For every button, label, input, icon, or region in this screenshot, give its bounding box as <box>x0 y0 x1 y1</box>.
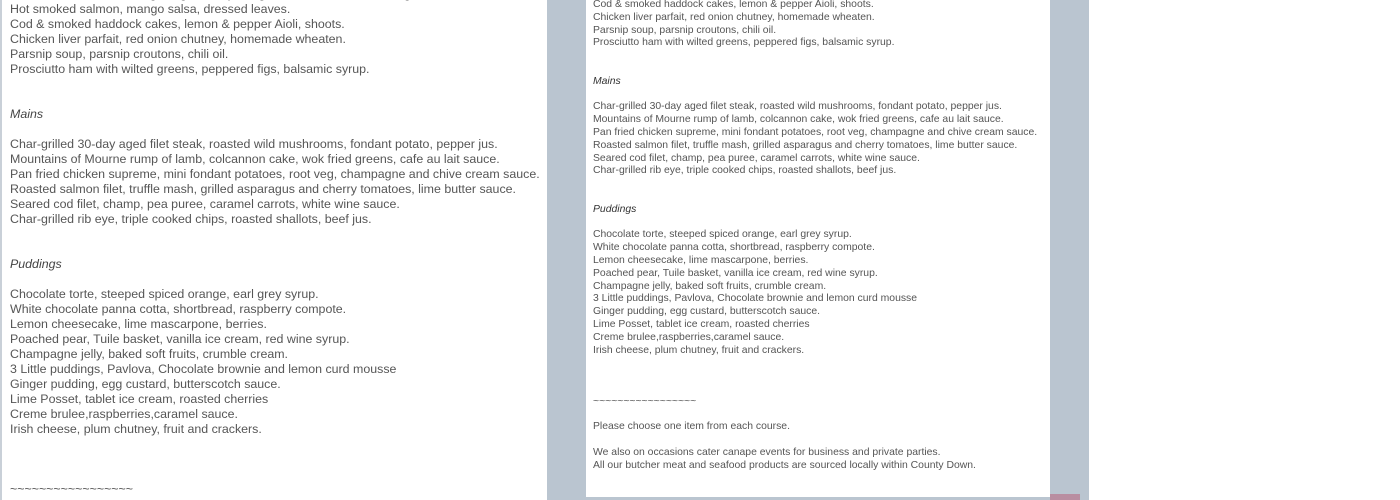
pudding-item: Poached pear, Tuile basket, vanilla ice cream, red wine syrup. <box>10 332 350 346</box>
pudding-item: Ginger pudding, egg custard, butterscotch sauce. <box>593 306 821 318</box>
spacer <box>593 217 1037 230</box>
pudding-item: 3 Little puddings, Pavlova, Chocolate brownie and lemon curd mousse <box>593 293 918 305</box>
mains-item: Char-grilled rib eye, triple cooked chips, roasted shallots, beef jus. <box>10 212 372 226</box>
starter-item: Cod & smoked haddock cakes, lemon & pepper Aioli, shoots. <box>10 17 345 31</box>
spacer <box>593 63 1037 76</box>
menu-preview-page <box>586 0 1050 497</box>
pudding-item: Lemon cheesecake, lime mascarpone, berries. <box>593 254 809 266</box>
mains-heading: Mains <box>593 75 621 87</box>
spacer <box>10 467 540 482</box>
spacer <box>10 122 540 137</box>
mains-item: Mountains of Mourne rump of lamb, colcannon cake, wok fried greens, cafe au lait sauce. <box>10 152 500 166</box>
pudding-item: Champagne jelly, baked soft fruits, crumble cream. <box>10 347 288 361</box>
menu-editor-panel[interactable] <box>0 0 545 500</box>
spacer <box>10 77 540 92</box>
accent-tab[interactable] <box>1050 494 1080 500</box>
starter-item: Chicken liver parfait, red onion chutney, homemade wheaten. <box>593 11 875 23</box>
menu-editor-text[interactable] <box>10 0 540 497</box>
spacer <box>10 92 540 107</box>
tilde-divider: ~~~~~~~~~~~~~~~~~ <box>593 395 697 407</box>
pudding-item: Irish cheese, plum chutney, fruit and crackers. <box>593 344 805 356</box>
starter-item: Parsnip soup, parsnip croutons, chili oil. <box>10 47 229 61</box>
menu-preview-panel <box>547 0 1089 500</box>
mains-item: Pan fried chicken supreme, mini fondant potatoes, root veg, champagne and chive cream sauce. <box>10 167 540 181</box>
pudding-item: Creme brulee,raspberries,caramel sauce. <box>593 331 785 343</box>
pudding-item: Lime Posset, tablet ice cream, roasted cherries <box>10 392 269 406</box>
pudding-item: White chocolate panna cotta, shortbread, raspberry compote. <box>10 302 347 316</box>
mains-item: Roasted salmon filet, truffle mash, grilled asparagus and cherry tomatoes, lime butter sauce. <box>593 139 1018 151</box>
pudding-item: White chocolate panna cotta, shortbread, raspberry compote. <box>593 242 875 254</box>
mains-item: Roasted salmon filet, truffle mash, grilled asparagus and cherry tomatoes, lime butter sauce. <box>10 182 516 196</box>
starter-item: Prosciutto ham with wilted greens, peppered figs, balsamic syrup. <box>10 62 370 76</box>
spacer <box>593 409 1037 422</box>
starter-item: Chicken liver parfait, red onion chutney, homemade wheaten. <box>10 32 346 46</box>
starter-item: Prosciutto ham with wilted greens, peppered figs, balsamic syrup. <box>593 37 895 49</box>
spacer <box>10 452 540 467</box>
tilde-divider: ~~~~~~~~~~~~~~~~~ <box>10 482 134 496</box>
mains-item: Seared cod filet, champ, pea puree, caramel carrots, white wine sauce. <box>10 197 400 211</box>
spacer <box>10 437 540 452</box>
mains-item: Char-grilled 30-day aged filet steak, roasted wild mushrooms, fondant potato, pepper jus. <box>10 137 498 151</box>
canape-note: We also on occasions cater canape events for business and private parties. <box>593 446 941 458</box>
spacer <box>10 227 540 242</box>
choose-note: Please choose one item from each course. <box>593 421 790 433</box>
spacer <box>593 191 1037 204</box>
menu-preview-text <box>593 0 1037 472</box>
spacer <box>593 357 1037 370</box>
spacer <box>593 50 1037 63</box>
pudding-item: Ginger pudding, egg custard, butterscotch sauce. <box>10 377 281 391</box>
spacer <box>10 242 540 257</box>
puddings-heading: Puddings <box>10 257 62 271</box>
pudding-item: 3 Little puddings, Pavlova, Chocolate brownie and lemon curd mousse <box>10 362 397 376</box>
pudding-item: Poached pear, Tuile basket, vanilla ice cream, red wine syrup. <box>593 267 878 279</box>
pudding-item: Lime Posset, tablet ice cream, roasted cherries <box>593 318 810 330</box>
pudding-item: Lemon cheesecake, lime mascarpone, berries. <box>10 317 267 331</box>
spacer <box>593 178 1037 191</box>
mains-item: Seared cod filet, champ, pea puree, caramel carrots, white wine sauce. <box>593 152 920 164</box>
spacer <box>593 89 1037 102</box>
pudding-item: Champagne jelly, baked soft fruits, crumble cream. <box>593 280 827 292</box>
pudding-item: Chocolate torte, steeped spiced orange, earl grey syrup. <box>10 287 319 301</box>
starter-item: Cod & smoked haddock cakes, lemon & pepper Aioli, shoots. <box>593 0 874 10</box>
mains-heading: Mains <box>10 107 44 121</box>
puddings-heading: Puddings <box>593 203 637 215</box>
starter-item: Parsnip soup, parsnip croutons, chili oil. <box>593 24 777 36</box>
pudding-item: Chocolate torte, steeped spiced orange, earl grey syrup. <box>593 229 852 241</box>
starter-item: Hot smoked salmon, mango salsa, dressed leaves. <box>10 2 291 16</box>
mains-item: Char-grilled 30-day aged filet steak, roasted wild mushrooms, fondant potato, pepper jus. <box>593 101 1002 113</box>
mains-item: Pan fried chicken supreme, mini fondant potatoes, root veg, champagne and chive cream sauce. <box>593 126 1038 138</box>
spacer <box>593 370 1037 383</box>
pudding-item: Creme brulee,raspberries,caramel sauce. <box>10 407 238 421</box>
mains-item: Mountains of Mourne rump of lamb, colcannon cake, wok fried greens, cafe au lait sauce. <box>593 114 1004 126</box>
pudding-item: Irish cheese, plum chutney, fruit and crackers. <box>10 422 262 436</box>
spacer <box>10 272 540 287</box>
sourcing-note: All our butcher meat and seafood products are sourced locally within County Down. <box>593 459 976 471</box>
spacer <box>593 383 1037 396</box>
spacer <box>593 434 1037 447</box>
mains-item: Char-grilled rib eye, triple cooked chips, roasted shallots, beef jus. <box>593 165 897 177</box>
